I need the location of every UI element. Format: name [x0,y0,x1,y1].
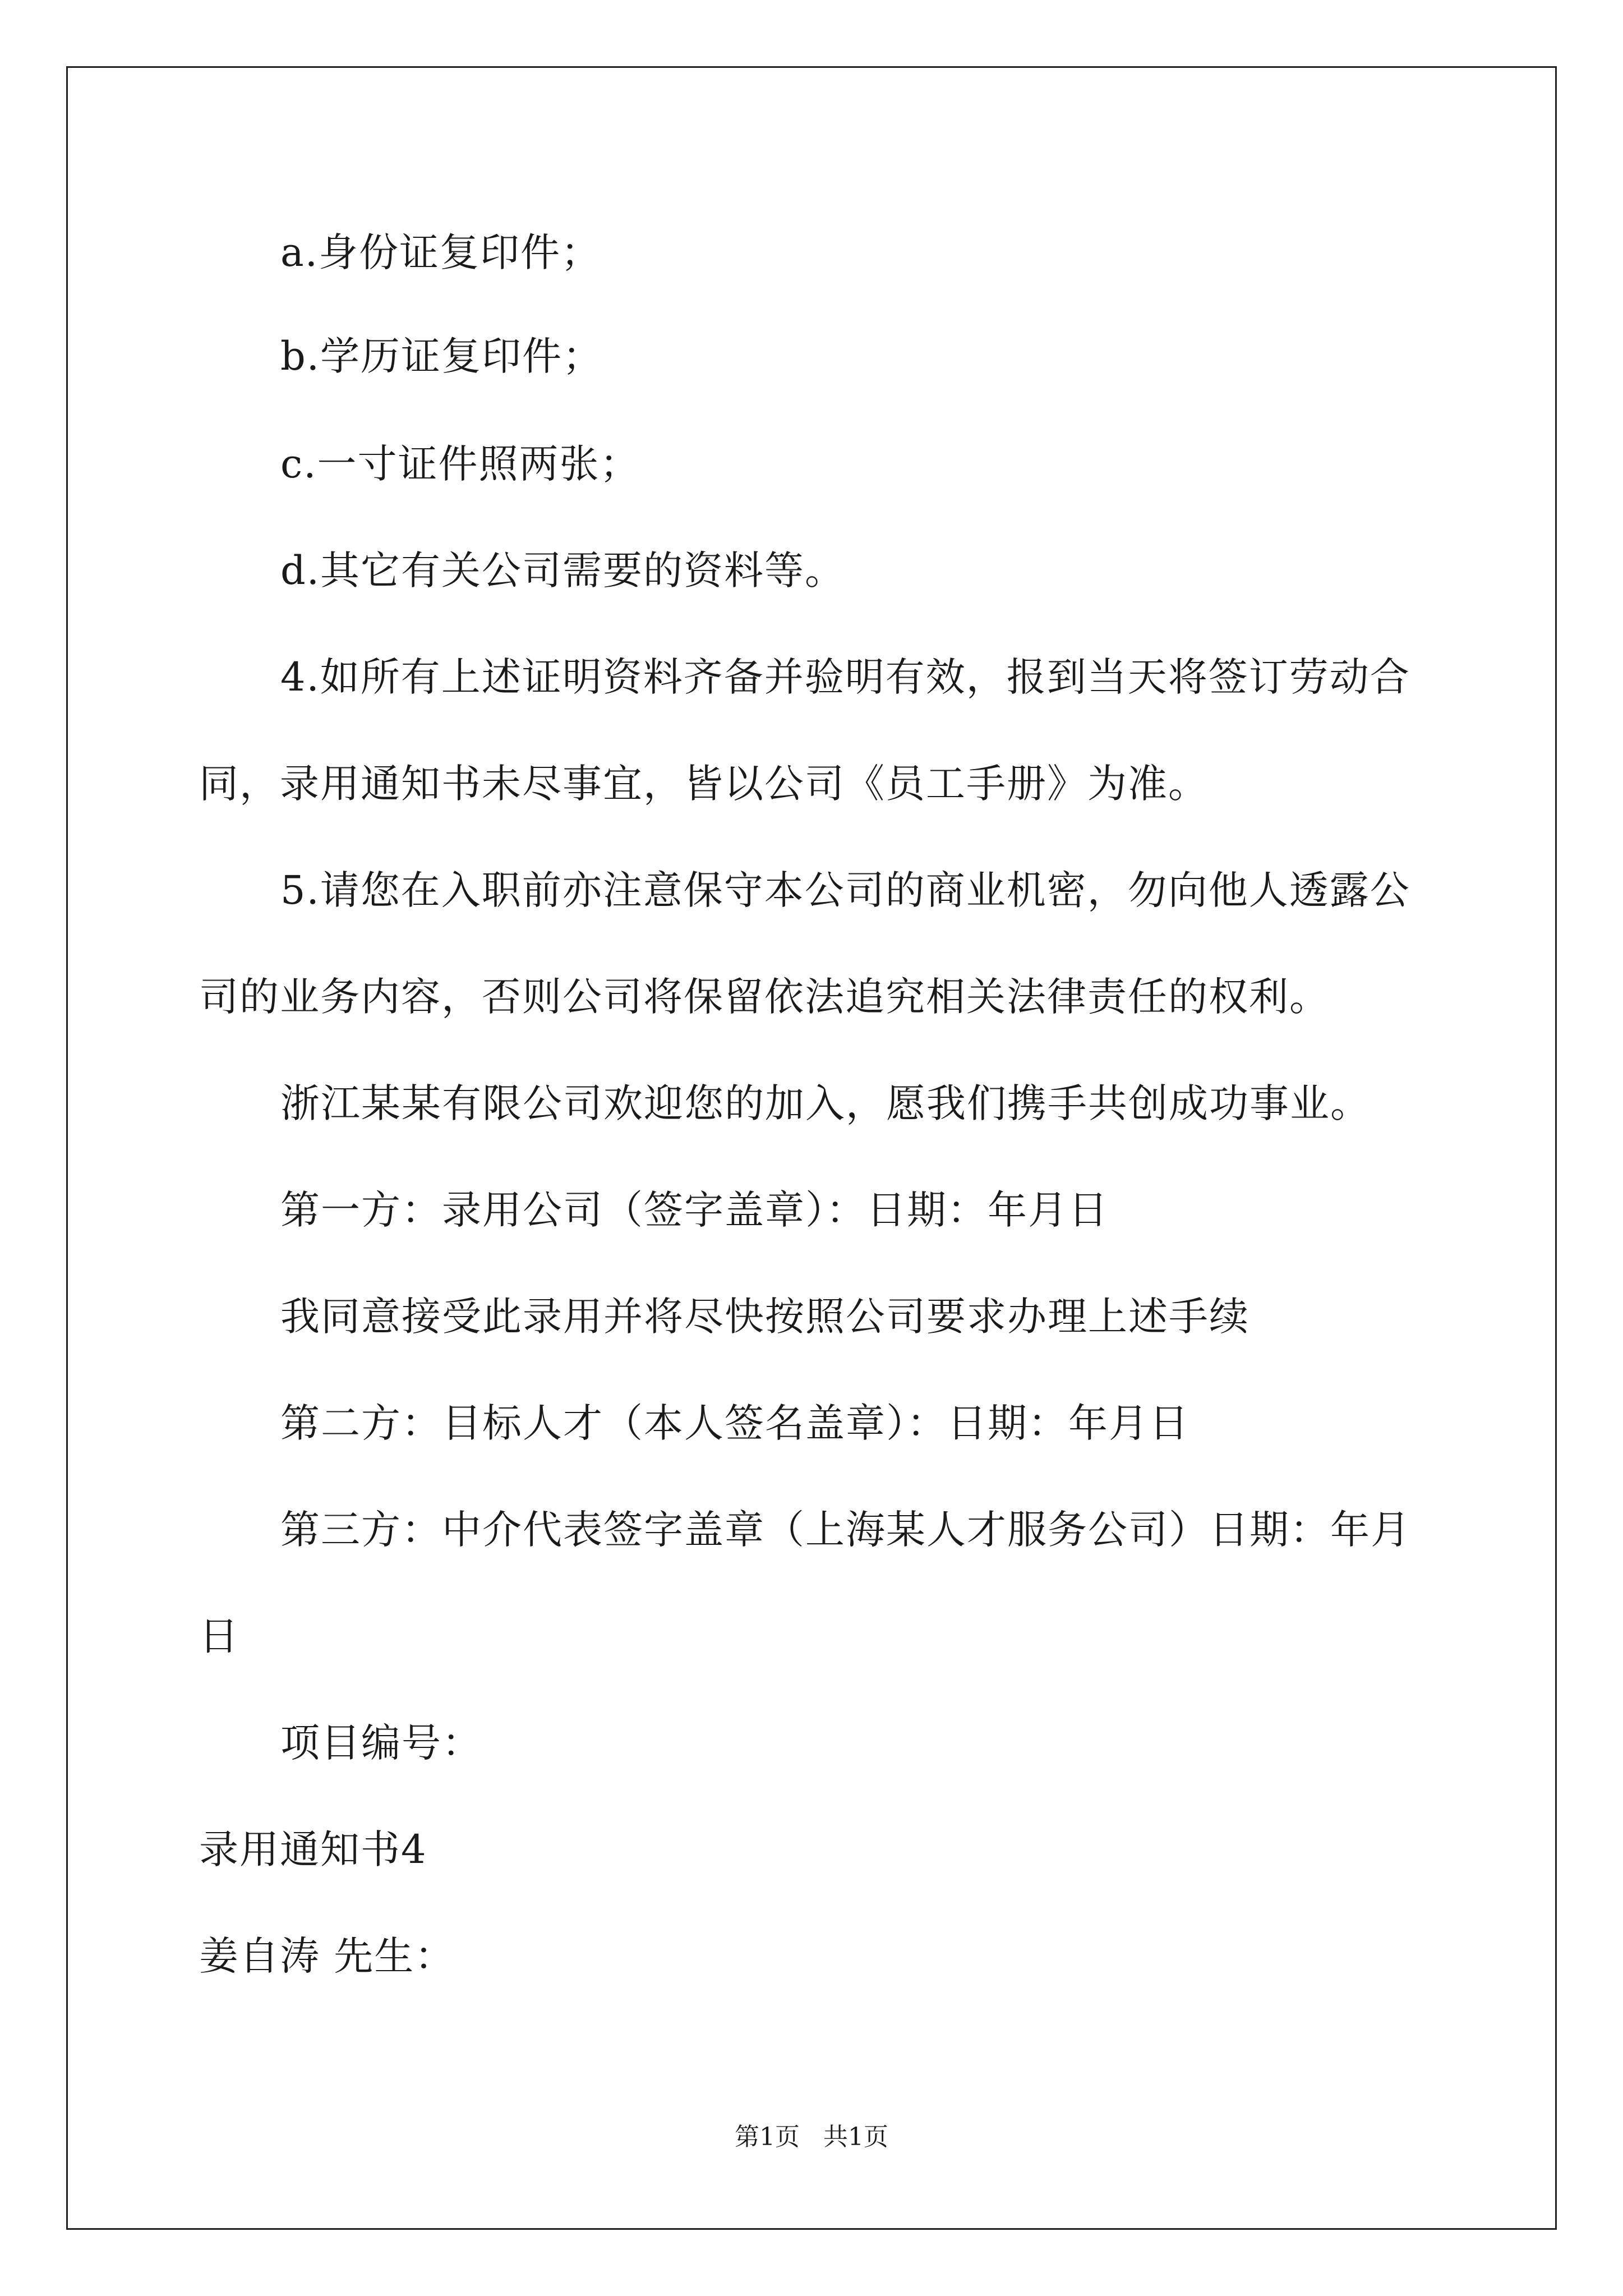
text-line-photos: c.一寸证件照两张； [280,441,640,487]
text-line-project-number: 项目编号： [280,1720,482,1766]
text-line-item-5-cont: 司的业务内容，否则公司将保留依法追究相关法律责任的权利。 [199,974,1330,1020]
text-line-party-three-cont: 日 [199,1613,239,1659]
text-line-diploma-copy: b.学历证复印件； [280,333,603,379]
page-footer: 第1页 共1页 [735,2123,888,2151]
text-line-id-copy: a.身份证复印件； [280,229,601,275]
page-border [66,66,1557,2230]
text-line-heading-offer-4: 录用通知书4 [199,1826,427,1872]
text-line-party-three: 第三方：中介代表签字盖章（上海某人才服务公司）日期：年月 [280,1507,1411,1553]
text-line-salutation: 姜自涛 先生： [199,1933,455,1979]
text-line-item-5: 5.请您在入职前亦注意保守本公司的商业机密，勿向他人透露公 [280,867,1410,913]
text-line-item-4: 4.如所有上述证明资料齐备并验明有效，报到当天将签订劳动合 [280,654,1410,700]
text-line-party-two: 第二方：目标人才（本人签名盖章）：日期：年月日 [280,1400,1189,1446]
text-line-party-one: 第一方：录用公司（签字盖章）：日期：年月日 [280,1187,1109,1233]
text-line-welcome: 浙江某某有限公司欢迎您的加入，愿我们携手共创成功事业。 [280,1080,1371,1126]
text-line-acceptance: 我同意接受此录用并将尽快按照公司要求办理上述手续 [280,1294,1249,1340]
text-line-other-docs: d.其它有关公司需要的资料等。 [280,547,846,593]
text-line-item-4-cont: 同，录用通知书未尽事宜，皆以公司《员工手册》为准。 [199,761,1209,807]
